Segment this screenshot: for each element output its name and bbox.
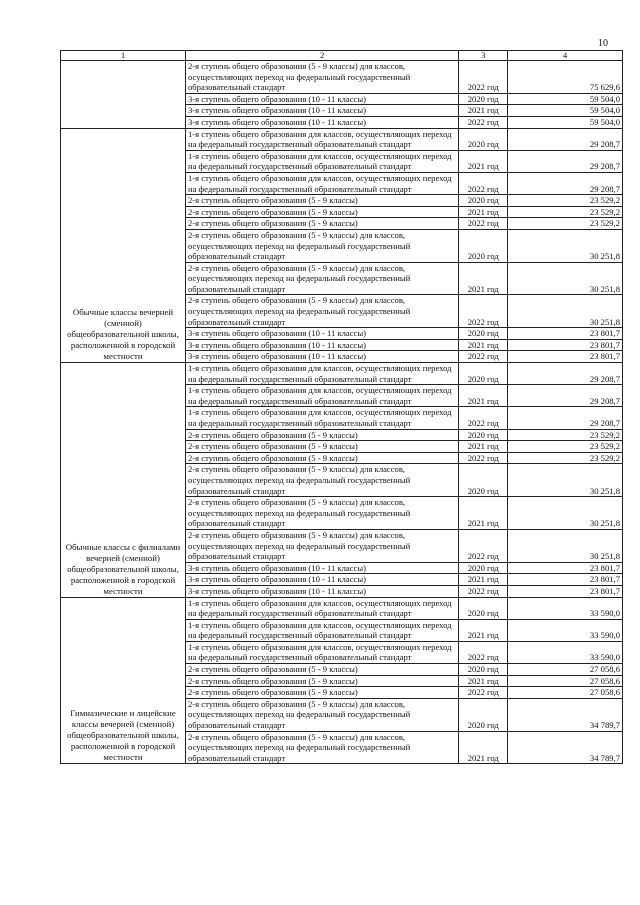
subcategory-cell: 2-я ступень общего образования (5 - 9 классы) bbox=[186, 206, 459, 218]
category-cell: Обычные классы с филиалами вечерней (сменной) общеобразовательной школы, расположенной в городской местности bbox=[61, 363, 186, 597]
subcategory-cell: 1-я ступень общего образования для классов, осуществляющих переход на федеральный государственный образовательный стандарт bbox=[186, 150, 459, 172]
value-cell: 23 529,2 bbox=[508, 206, 623, 218]
value-cell: 27 058,6 bbox=[508, 675, 623, 687]
year-cell: 2021 год bbox=[459, 385, 508, 407]
subcategory-cell: 3-я ступень общего образования (10 - 11 классы) bbox=[186, 562, 459, 574]
subcategory-cell: 2-я ступень общего образования (5 - 9 классы) bbox=[186, 429, 459, 441]
category-cell: Обычные классы вечерней (сменной) общеобразовательной школы, расположенной в городской местности bbox=[61, 128, 186, 362]
funding-table bbox=[60, 50, 623, 764]
year-cell: 2022 год bbox=[459, 641, 508, 663]
value-cell: 27 058,6 bbox=[508, 687, 623, 699]
subcategory-cell: 3-я ступень общего образования (10 - 11 классы) bbox=[186, 585, 459, 597]
value-cell: 30 251,8 bbox=[508, 295, 623, 328]
value-cell: 23 801,7 bbox=[508, 351, 623, 363]
subcategory-cell: 1-я ступень общего образования для классов, осуществляющих переход на федеральный государственный образовательный стандарт bbox=[186, 385, 459, 407]
year-cell: 2021 год bbox=[459, 731, 508, 764]
value-cell: 29 208,7 bbox=[508, 128, 623, 150]
subcategory-cell: 2-я ступень общего образования (5 - 9 классы) для классов, осуществляющих переход на федеральный государственный образовательный стандарт bbox=[186, 295, 459, 328]
value-cell: 29 208,7 bbox=[508, 172, 623, 194]
table-header bbox=[61, 51, 623, 61]
year-cell: 2021 год bbox=[459, 619, 508, 641]
subcategory-cell: 2-я ступень общего образования (5 - 9 классы) bbox=[186, 687, 459, 699]
year-cell: 2020 год bbox=[459, 429, 508, 441]
subcategory-cell: 2-я ступень общего образования (5 - 9 классы) для классов, осуществляющих переход на федеральный государственный образовательный стандарт bbox=[186, 464, 459, 497]
table-row bbox=[61, 363, 623, 385]
year-cell: 2022 год bbox=[459, 172, 508, 194]
year-cell: 2020 год bbox=[459, 328, 508, 340]
subcategory-cell: 2-я ступень общего образования (5 - 9 классы) для классов, осуществляющих переход на федеральный государственный образовательный стандарт bbox=[186, 497, 459, 530]
year-cell: 2022 год bbox=[459, 407, 508, 429]
header-row bbox=[61, 51, 623, 61]
year-cell: 2021 год bbox=[459, 441, 508, 453]
subcategory-cell: 2-я ступень общего образования (5 - 9 классы) bbox=[186, 195, 459, 207]
value-cell: 27 058,6 bbox=[508, 664, 623, 676]
year-cell: 2022 год bbox=[459, 529, 508, 562]
subcategory-cell: 2-я ступень общего образования (5 - 9 классы) bbox=[186, 452, 459, 464]
year-cell: 2020 год bbox=[459, 562, 508, 574]
subcategory-cell: 3-я ступень общего образования (10 - 11 классы) bbox=[186, 574, 459, 586]
year-cell: 2021 год bbox=[459, 675, 508, 687]
year-cell: 2021 год bbox=[459, 206, 508, 218]
subcategory-cell: 2-я ступень общего образования (5 - 9 классы) для классов, осуществляющих переход на федеральный государственный образовательный стандарт bbox=[186, 61, 459, 94]
value-cell: 59 504,0 bbox=[508, 116, 623, 128]
subcategory-cell: 2-я ступень общего образования (5 - 9 классы) для классов, осуществляющих переход на федеральный государственный образовательный стандарт bbox=[186, 262, 459, 295]
value-cell: 34 789,7 bbox=[508, 731, 623, 764]
value-cell: 23 801,7 bbox=[508, 339, 623, 351]
value-cell: 23 529,2 bbox=[508, 452, 623, 464]
year-cell: 2020 год bbox=[459, 698, 508, 731]
table-body bbox=[61, 61, 623, 764]
year-cell: 2020 год bbox=[459, 93, 508, 105]
subcategory-cell: 1-я ступень общего образования для классов, осуществляющих переход на федеральный государственный образовательный стандарт bbox=[186, 619, 459, 641]
column-header-4: 4 bbox=[508, 51, 623, 61]
subcategory-cell: 2-я ступень общего образования (5 - 9 классы) для классов, осуществляющих переход на федеральный государственный образовательный стандарт bbox=[186, 731, 459, 764]
value-cell: 30 251,8 bbox=[508, 262, 623, 295]
value-cell: 30 251,8 bbox=[508, 464, 623, 497]
value-cell: 29 208,7 bbox=[508, 385, 623, 407]
value-cell: 23 529,2 bbox=[508, 429, 623, 441]
year-cell: 2022 год bbox=[459, 585, 508, 597]
year-cell: 2020 год bbox=[459, 128, 508, 150]
year-cell: 2020 год bbox=[459, 464, 508, 497]
subcategory-cell: 2-я ступень общего образования (5 - 9 классы) bbox=[186, 675, 459, 687]
value-cell: 23 801,7 bbox=[508, 585, 623, 597]
subcategory-cell: 2-я ступень общего образования (5 - 9 классы) для классов, осуществляющих переход на федеральный государственный образовательный стандарт bbox=[186, 529, 459, 562]
page-number: 10 bbox=[598, 38, 608, 49]
subcategory-cell: 3-я ступень общего образования (10 - 11 классы) bbox=[186, 339, 459, 351]
year-cell: 2020 год bbox=[459, 195, 508, 207]
value-cell: 23 529,2 bbox=[508, 218, 623, 230]
subcategory-cell: 1-я ступень общего образования для классов, осуществляющих переход на федеральный государственный образовательный стандарт bbox=[186, 597, 459, 619]
value-cell: 23 801,7 bbox=[508, 562, 623, 574]
subcategory-cell: 3-я ступень общего образования (10 - 11 классы) bbox=[186, 351, 459, 363]
value-cell: 23 801,7 bbox=[508, 328, 623, 340]
value-cell: 23 801,7 bbox=[508, 574, 623, 586]
subcategory-cell: 2-я ступень общего образования (5 - 9 классы) bbox=[186, 664, 459, 676]
year-cell: 2022 год bbox=[459, 218, 508, 230]
year-cell: 2021 год bbox=[459, 105, 508, 117]
year-cell: 2021 год bbox=[459, 262, 508, 295]
year-cell: 2022 год bbox=[459, 687, 508, 699]
subcategory-cell: 2-я ступень общего образования (5 - 9 классы) для классов, осуществляющих переход на федеральный государственный образовательный стандарт bbox=[186, 229, 459, 262]
value-cell: 23 529,2 bbox=[508, 195, 623, 207]
year-cell: 2021 год bbox=[459, 497, 508, 530]
year-cell: 2020 год bbox=[459, 363, 508, 385]
value-cell: 33 590,0 bbox=[508, 641, 623, 663]
year-cell: 2022 год bbox=[459, 61, 508, 94]
year-cell: 2020 год bbox=[459, 664, 508, 676]
value-cell: 30 251,8 bbox=[508, 497, 623, 530]
subcategory-cell: 2-я ступень общего образования (5 - 9 классы) bbox=[186, 441, 459, 453]
year-cell: 2022 год bbox=[459, 351, 508, 363]
value-cell: 33 590,0 bbox=[508, 619, 623, 641]
category-cell bbox=[61, 61, 186, 129]
value-cell: 23 529,2 bbox=[508, 441, 623, 453]
subcategory-cell: 1-я ступень общего образования для классов, осуществляющих переход на федеральный государственный образовательный стандарт bbox=[186, 641, 459, 663]
year-cell: 2020 год bbox=[459, 597, 508, 619]
value-cell: 33 590,0 bbox=[508, 597, 623, 619]
value-cell: 34 789,7 bbox=[508, 698, 623, 731]
subcategory-cell: 2-я ступень общего образования (5 - 9 классы) для классов, осуществляющих переход на федеральный государственный образовательный стандарт bbox=[186, 698, 459, 731]
year-cell: 2021 год bbox=[459, 574, 508, 586]
value-cell: 29 208,7 bbox=[508, 363, 623, 385]
year-cell: 2021 год bbox=[459, 150, 508, 172]
column-header-1: 1 bbox=[61, 51, 186, 61]
column-header-2: 2 bbox=[186, 51, 459, 61]
value-cell: 30 251,8 bbox=[508, 229, 623, 262]
value-cell: 59 504,0 bbox=[508, 105, 623, 117]
value-cell: 29 208,7 bbox=[508, 407, 623, 429]
year-cell: 2020 год bbox=[459, 229, 508, 262]
subcategory-cell: 3-я ступень общего образования (10 - 11 классы) bbox=[186, 93, 459, 105]
table-row bbox=[61, 61, 623, 94]
subcategory-cell: 1-я ступень общего образования для классов, осуществляющих переход на федеральный государственный образовательный стандарт bbox=[186, 407, 459, 429]
subcategory-cell: 1-я ступень общего образования для классов, осуществляющих переход на федеральный государственный образовательный стандарт bbox=[186, 363, 459, 385]
value-cell: 29 208,7 bbox=[508, 150, 623, 172]
year-cell: 2022 год bbox=[459, 295, 508, 328]
value-cell: 75 629,6 bbox=[508, 61, 623, 94]
category-cell: Гимназические и лицейские классы вечерней (сменной) общеобразовательной школы, расположенной в городской местности bbox=[61, 597, 186, 764]
subcategory-cell: 1-я ступень общего образования для классов, осуществляющих переход на федеральный государственный образовательный стандарт bbox=[186, 172, 459, 194]
subcategory-cell: 1-я ступень общего образования для классов, осуществляющих переход на федеральный государственный образовательный стандарт bbox=[186, 128, 459, 150]
subcategory-cell: 3-я ступень общего образования (10 - 11 классы) bbox=[186, 116, 459, 128]
value-cell: 59 504,0 bbox=[508, 93, 623, 105]
year-cell: 2022 год bbox=[459, 452, 508, 464]
subcategory-cell: 2-я ступень общего образования (5 - 9 классы) bbox=[186, 218, 459, 230]
table-row bbox=[61, 597, 623, 619]
subcategory-cell: 3-я ступень общего образования (10 - 11 классы) bbox=[186, 328, 459, 340]
value-cell: 30 251,8 bbox=[508, 529, 623, 562]
column-header-3: 3 bbox=[459, 51, 508, 61]
year-cell: 2021 год bbox=[459, 339, 508, 351]
year-cell: 2022 год bbox=[459, 116, 508, 128]
subcategory-cell: 3-я ступень общего образования (10 - 11 классы) bbox=[186, 105, 459, 117]
table-row bbox=[61, 128, 623, 150]
